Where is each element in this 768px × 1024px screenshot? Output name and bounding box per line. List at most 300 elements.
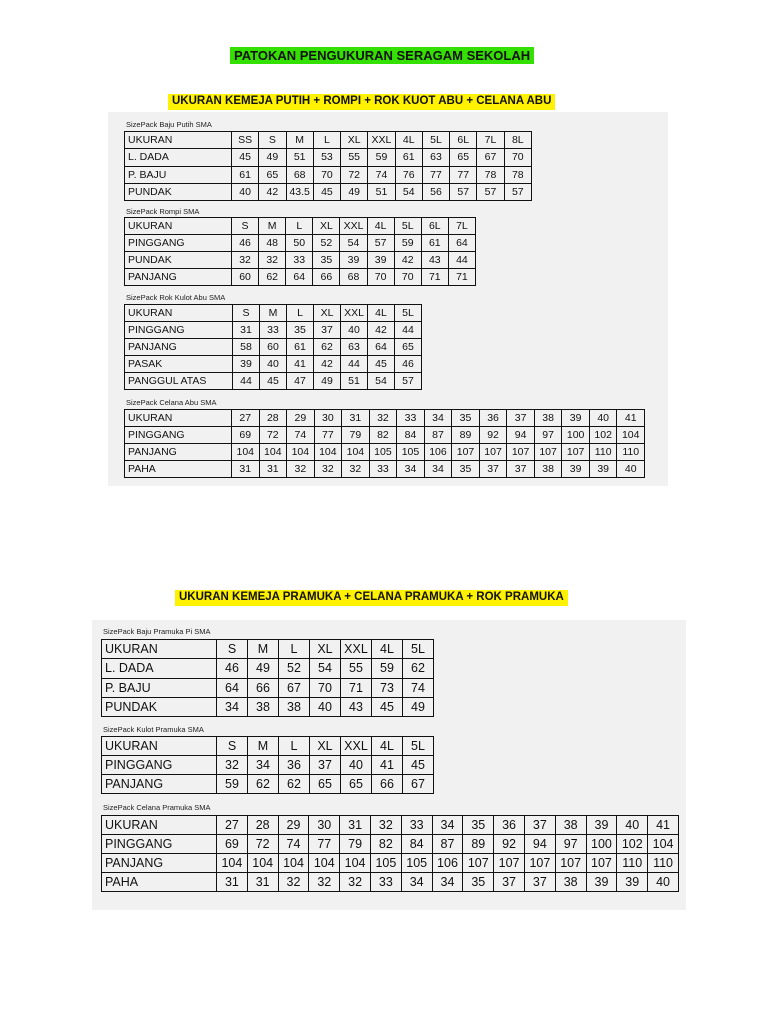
measurement-cell: 78 [477, 166, 504, 183]
measurement-cell: 92 [479, 427, 507, 444]
table-rok-kulot-abu [124, 304, 422, 390]
table-row [102, 756, 434, 775]
table-caption: SizePack Baju Putih SMA [126, 120, 212, 129]
measurement-cell: 49 [403, 697, 434, 716]
table-row [125, 444, 645, 461]
size-header-cell: 35 [452, 410, 480, 427]
measurement-cell: 55 [341, 149, 368, 166]
table-row [125, 183, 532, 200]
size-header-cell: L [279, 640, 310, 659]
size-header-cell: 31 [342, 410, 370, 427]
measurement-cell: 70 [310, 678, 341, 697]
size-header-cell: XL [310, 737, 341, 756]
measurement-cell: 57 [504, 183, 531, 200]
size-header-cell: XXL [341, 305, 368, 322]
size-header-cell: XXL [368, 132, 395, 149]
measurement-cell: 104 [309, 854, 340, 873]
measurement-cell: 42 [314, 356, 341, 373]
measurement-cell: 104 [342, 444, 370, 461]
row-label: PUNDAK [125, 183, 232, 200]
section1-heading: UKURAN KEMEJA PUTIH + ROMPI + ROK KUOT ABU + CELANA ABU [168, 94, 555, 110]
measurement-cell: 69 [217, 835, 248, 854]
size-header-cell: 7L [477, 132, 504, 149]
size-header-cell: 30 [314, 410, 342, 427]
measurement-cell: 65 [259, 166, 286, 183]
measurement-cell: 37 [524, 873, 555, 892]
measurement-cell: 105 [369, 444, 397, 461]
measurement-cell: 71 [341, 678, 372, 697]
table-row [102, 737, 434, 756]
measurement-cell: 57 [450, 183, 477, 200]
measurement-cell: 36 [279, 756, 310, 775]
size-header-cell: 34 [424, 410, 452, 427]
table-row [125, 149, 532, 166]
measurement-cell: 87 [432, 835, 463, 854]
row-label: PUNDAK [125, 252, 232, 269]
table-row [125, 339, 422, 356]
size-header-cell: 4L [395, 132, 422, 149]
measurement-cell: 33 [369, 461, 397, 478]
size-header-cell: 31 [340, 816, 371, 835]
measurement-cell: 62 [403, 659, 434, 678]
size-header-cell: 34 [432, 816, 463, 835]
table-row [125, 356, 422, 373]
measurement-cell: 94 [507, 427, 535, 444]
measurement-cell: 100 [586, 835, 617, 854]
measurement-cell: 39 [562, 461, 590, 478]
measurement-cell: 40 [310, 697, 341, 716]
row-label: P. BAJU [102, 678, 217, 697]
measurement-cell: 43 [341, 697, 372, 716]
row-label: PINGGANG [102, 756, 217, 775]
row-label: PINGGANG [102, 835, 217, 854]
measurement-cell: 34 [424, 461, 452, 478]
table-row [125, 218, 476, 235]
measurement-cell: 34 [397, 461, 425, 478]
row-label: PANJANG [125, 339, 233, 356]
measurement-cell: 94 [524, 835, 555, 854]
measurement-cell: 59 [217, 775, 248, 794]
table-row [125, 305, 422, 322]
measurement-cell: 58 [233, 339, 260, 356]
measurement-cell: 52 [279, 659, 310, 678]
measurement-cell: 57 [395, 373, 422, 390]
measurement-cell: 104 [314, 444, 342, 461]
measurement-cell: 102 [617, 835, 648, 854]
row-label: UKURAN [125, 132, 232, 149]
measurement-cell: 32 [314, 461, 342, 478]
measurement-cell: 70 [313, 166, 340, 183]
measurement-cell: 65 [395, 339, 422, 356]
measurement-cell: 42 [259, 183, 286, 200]
size-header-cell: 5L [403, 640, 434, 659]
size-header-cell: 28 [259, 410, 287, 427]
measurement-cell: 74 [287, 427, 315, 444]
measurement-cell: 59 [372, 659, 403, 678]
measurement-cell: 42 [368, 322, 395, 339]
measurement-cell: 34 [401, 873, 432, 892]
measurement-cell: 104 [232, 444, 260, 461]
page-title: PATOKAN PENGUKURAN SERAGAM SEKOLAH [230, 47, 534, 64]
measurement-cell: 73 [372, 678, 403, 697]
measurement-cell: 39 [340, 252, 367, 269]
row-label: PAHA [102, 873, 217, 892]
measurement-cell: 77 [450, 166, 477, 183]
size-header-cell: 32 [370, 816, 401, 835]
size-header-cell: M [260, 305, 287, 322]
measurement-cell: 46 [232, 235, 259, 252]
measurement-cell: 53 [313, 149, 340, 166]
measurement-cell: 37 [314, 322, 341, 339]
measurement-cell: 33 [260, 322, 287, 339]
table-row [125, 461, 645, 478]
measurement-cell: 60 [232, 269, 259, 286]
row-label: PANJANG [102, 775, 217, 794]
measurement-cell: 100 [562, 427, 590, 444]
measurement-cell: 39 [617, 873, 648, 892]
measurement-cell: 54 [395, 183, 422, 200]
section2-heading: UKURAN KEMEJA PRAMUKA + CELANA PRAMUKA + ROK PRAMUKA [175, 590, 568, 606]
size-header-cell: 30 [309, 816, 340, 835]
measurement-cell: 67 [279, 678, 310, 697]
measurement-cell: 37 [479, 461, 507, 478]
size-header-cell: SS [232, 132, 259, 149]
measurement-cell: 39 [233, 356, 260, 373]
table-kulot-pramuka [101, 736, 434, 794]
measurement-cell: 71 [448, 269, 475, 286]
measurement-cell: 62 [248, 775, 279, 794]
size-header-cell: 39 [586, 816, 617, 835]
row-label: PANGGUL ATAS [125, 373, 233, 390]
size-header-cell: 7L [448, 218, 475, 235]
measurement-cell: 44 [341, 356, 368, 373]
row-label: PANJANG [102, 854, 217, 873]
measurement-cell: 35 [452, 461, 480, 478]
size-header-cell: 39 [562, 410, 590, 427]
measurement-cell: 110 [617, 854, 648, 873]
measurement-cell: 66 [372, 775, 403, 794]
measurement-cell: 38 [248, 697, 279, 716]
measurement-cell: 45 [403, 756, 434, 775]
measurement-cell: 62 [314, 339, 341, 356]
size-header-cell: XL [341, 132, 368, 149]
size-header-cell: XL [310, 640, 341, 659]
measurement-cell: 43.5 [286, 183, 313, 200]
measurement-cell: 32 [287, 461, 315, 478]
row-label: PINGGANG [125, 235, 232, 252]
measurement-cell: 41 [287, 356, 314, 373]
measurement-cell: 110 [617, 444, 645, 461]
row-label: PANJANG [125, 444, 232, 461]
row-label: UKURAN [125, 410, 232, 427]
measurement-cell: 79 [342, 427, 370, 444]
measurement-cell: 104 [287, 444, 315, 461]
measurement-cell: 104 [247, 854, 278, 873]
size-header-cell: XL [313, 218, 340, 235]
measurement-cell: 78 [504, 166, 531, 183]
table-row [125, 235, 476, 252]
measurement-cell: 31 [232, 461, 260, 478]
measurement-cell: 104 [648, 835, 679, 854]
measurement-cell: 34 [432, 873, 463, 892]
table-row [102, 640, 434, 659]
measurement-cell: 34 [248, 756, 279, 775]
measurement-cell: 40 [648, 873, 679, 892]
measurement-cell: 33 [370, 873, 401, 892]
size-header-cell: 41 [617, 410, 645, 427]
size-header-cell: L [313, 132, 340, 149]
size-header-cell: S [232, 218, 259, 235]
size-header-cell: S [259, 132, 286, 149]
measurement-cell: 37 [507, 461, 535, 478]
size-header-cell: L [286, 218, 313, 235]
measurement-cell: 59 [394, 235, 421, 252]
table-row [125, 410, 645, 427]
measurement-cell: 76 [395, 166, 422, 183]
size-header-cell: 27 [217, 816, 248, 835]
measurement-cell: 84 [397, 427, 425, 444]
measurement-cell: 70 [394, 269, 421, 286]
measurement-cell: 61 [421, 235, 448, 252]
measurement-cell: 66 [313, 269, 340, 286]
measurement-cell: 105 [401, 854, 432, 873]
table-row [125, 427, 645, 444]
size-header-cell: 6L [421, 218, 448, 235]
measurement-cell: 107 [507, 444, 535, 461]
row-label: PAHA [125, 461, 232, 478]
table-caption: SizePack Rompi SMA [126, 207, 200, 216]
size-header-cell: 8L [504, 132, 531, 149]
measurement-cell: 32 [342, 461, 370, 478]
measurement-cell: 105 [397, 444, 425, 461]
row-label: PUNDAK [102, 697, 217, 716]
size-header-cell: M [259, 218, 286, 235]
measurement-cell: 77 [422, 166, 449, 183]
measurement-cell: 33 [286, 252, 313, 269]
size-header-cell: 37 [524, 816, 555, 835]
measurement-cell: 107 [555, 854, 586, 873]
measurement-cell: 107 [479, 444, 507, 461]
measurement-cell: 41 [372, 756, 403, 775]
measurement-cell: 106 [432, 854, 463, 873]
measurement-cell: 102 [589, 427, 617, 444]
measurement-cell: 32 [217, 756, 248, 775]
size-header-cell: L [287, 305, 314, 322]
size-header-cell: 5L [403, 737, 434, 756]
measurement-cell: 105 [370, 854, 401, 873]
measurement-cell: 54 [310, 659, 341, 678]
size-header-cell: 33 [397, 410, 425, 427]
measurement-cell: 42 [394, 252, 421, 269]
measurement-cell: 40 [617, 461, 645, 478]
measurement-cell: 68 [340, 269, 367, 286]
measurement-cell: 72 [341, 166, 368, 183]
measurement-cell: 67 [477, 149, 504, 166]
size-header-cell: S [233, 305, 260, 322]
measurement-cell: 104 [340, 854, 371, 873]
measurement-cell: 55 [341, 659, 372, 678]
table-celana-pramuka [101, 815, 679, 892]
size-header-cell: 27 [232, 410, 260, 427]
measurement-cell: 107 [463, 854, 494, 873]
measurement-cell: 37 [310, 756, 341, 775]
measurement-cell: 107 [586, 854, 617, 873]
measurement-cell: 57 [477, 183, 504, 200]
row-label: UKURAN [102, 737, 217, 756]
table-row [102, 816, 679, 835]
size-header-cell: 4L [372, 640, 403, 659]
measurement-cell: 51 [368, 183, 395, 200]
size-header-cell: M [248, 737, 279, 756]
row-label: UKURAN [125, 218, 232, 235]
measurement-cell: 89 [463, 835, 494, 854]
size-header-cell: 5L [422, 132, 449, 149]
measurement-cell: 74 [278, 835, 309, 854]
measurement-cell: 110 [648, 854, 679, 873]
measurement-cell: 65 [341, 775, 372, 794]
measurement-cell: 104 [617, 427, 645, 444]
size-header-cell: M [286, 132, 313, 149]
measurement-cell: 107 [534, 444, 562, 461]
size-header-cell: 29 [287, 410, 315, 427]
measurement-cell: 39 [589, 461, 617, 478]
table-rompi [124, 217, 476, 286]
measurement-cell: 32 [232, 252, 259, 269]
table-caption: SizePack Rok Kulot Abu SMA [126, 293, 226, 302]
measurement-cell: 65 [310, 775, 341, 794]
measurement-cell: 82 [370, 835, 401, 854]
measurement-cell: 45 [313, 183, 340, 200]
table-celana-abu [124, 409, 645, 478]
measurement-cell: 64 [286, 269, 313, 286]
table-row [102, 659, 434, 678]
measurement-cell: 39 [586, 873, 617, 892]
row-label: PINGGANG [125, 427, 232, 444]
table-row [102, 835, 679, 854]
measurement-cell: 104 [278, 854, 309, 873]
measurement-cell: 61 [232, 166, 259, 183]
measurement-cell: 40 [341, 322, 368, 339]
measurement-cell: 63 [341, 339, 368, 356]
table-row [125, 269, 476, 286]
row-label: PASAK [125, 356, 233, 373]
measurement-cell: 87 [424, 427, 452, 444]
table-caption: SizePack Celana Pramuka SMA [103, 803, 211, 812]
measurement-cell: 40 [341, 756, 372, 775]
measurement-cell: 51 [341, 373, 368, 390]
size-header-cell: 37 [507, 410, 535, 427]
row-label: UKURAN [102, 640, 217, 659]
measurement-cell: 72 [259, 427, 287, 444]
measurement-cell: 97 [555, 835, 586, 854]
measurement-cell: 77 [314, 427, 342, 444]
table-row [102, 697, 434, 716]
measurement-cell: 106 [424, 444, 452, 461]
measurement-cell: 39 [367, 252, 394, 269]
table-row [125, 373, 422, 390]
measurement-cell: 104 [217, 854, 248, 873]
size-header-cell: 29 [278, 816, 309, 835]
measurement-cell: 66 [248, 678, 279, 697]
size-header-cell: XXL [340, 218, 367, 235]
size-header-cell: 32 [369, 410, 397, 427]
measurement-cell: 69 [232, 427, 260, 444]
size-header-cell: 4L [367, 218, 394, 235]
measurement-cell: 54 [368, 373, 395, 390]
measurement-cell: 35 [463, 873, 494, 892]
measurement-cell: 71 [421, 269, 448, 286]
measurement-cell: 60 [260, 339, 287, 356]
measurement-cell: 65 [450, 149, 477, 166]
size-header-cell: 38 [555, 816, 586, 835]
measurement-cell: 48 [259, 235, 286, 252]
measurement-cell: 89 [452, 427, 480, 444]
measurement-cell: 82 [369, 427, 397, 444]
measurement-cell: 46 [395, 356, 422, 373]
measurement-cell: 37 [494, 873, 525, 892]
row-label: PINGGANG [125, 322, 233, 339]
measurement-cell: 61 [287, 339, 314, 356]
size-header-cell: 40 [589, 410, 617, 427]
measurement-cell: 45 [232, 149, 259, 166]
table-baju-putih [124, 131, 532, 201]
size-header-cell: 6L [450, 132, 477, 149]
measurement-cell: 92 [494, 835, 525, 854]
measurement-cell: 38 [279, 697, 310, 716]
measurement-cell: 31 [233, 322, 260, 339]
measurement-cell: 40 [232, 183, 259, 200]
measurement-cell: 67 [403, 775, 434, 794]
measurement-cell: 79 [340, 835, 371, 854]
size-header-cell: XXL [341, 640, 372, 659]
measurement-cell: 32 [309, 873, 340, 892]
row-label: PANJANG [125, 269, 232, 286]
measurement-cell: 45 [260, 373, 287, 390]
measurement-cell: 45 [368, 356, 395, 373]
measurement-cell: 74 [403, 678, 434, 697]
row-label: UKURAN [102, 816, 217, 835]
table-caption: SizePack Baju Pramuka Pi SMA [103, 627, 211, 636]
measurement-cell: 70 [504, 149, 531, 166]
table-row [125, 322, 422, 339]
table-row [102, 678, 434, 697]
measurement-cell: 49 [314, 373, 341, 390]
measurement-cell: 38 [534, 461, 562, 478]
table-row [102, 854, 679, 873]
measurement-cell: 74 [368, 166, 395, 183]
size-header-cell: 38 [534, 410, 562, 427]
measurement-cell: 44 [233, 373, 260, 390]
measurement-cell: 49 [341, 183, 368, 200]
table-row [125, 166, 532, 183]
measurement-cell: 43 [421, 252, 448, 269]
measurement-cell: 34 [217, 697, 248, 716]
measurement-cell: 63 [422, 149, 449, 166]
size-header-cell: M [248, 640, 279, 659]
measurement-cell: 35 [287, 322, 314, 339]
measurement-cell: 107 [494, 854, 525, 873]
size-header-cell: XL [314, 305, 341, 322]
row-label: UKURAN [125, 305, 233, 322]
measurement-cell: 59 [368, 149, 395, 166]
table-row [125, 132, 532, 149]
table-baju-pramuka [101, 639, 434, 717]
size-header-cell: 41 [648, 816, 679, 835]
table-row [125, 252, 476, 269]
measurement-cell: 64 [448, 235, 475, 252]
measurement-cell: 97 [534, 427, 562, 444]
table-caption: SizePack Celana Abu SMA [126, 398, 217, 407]
